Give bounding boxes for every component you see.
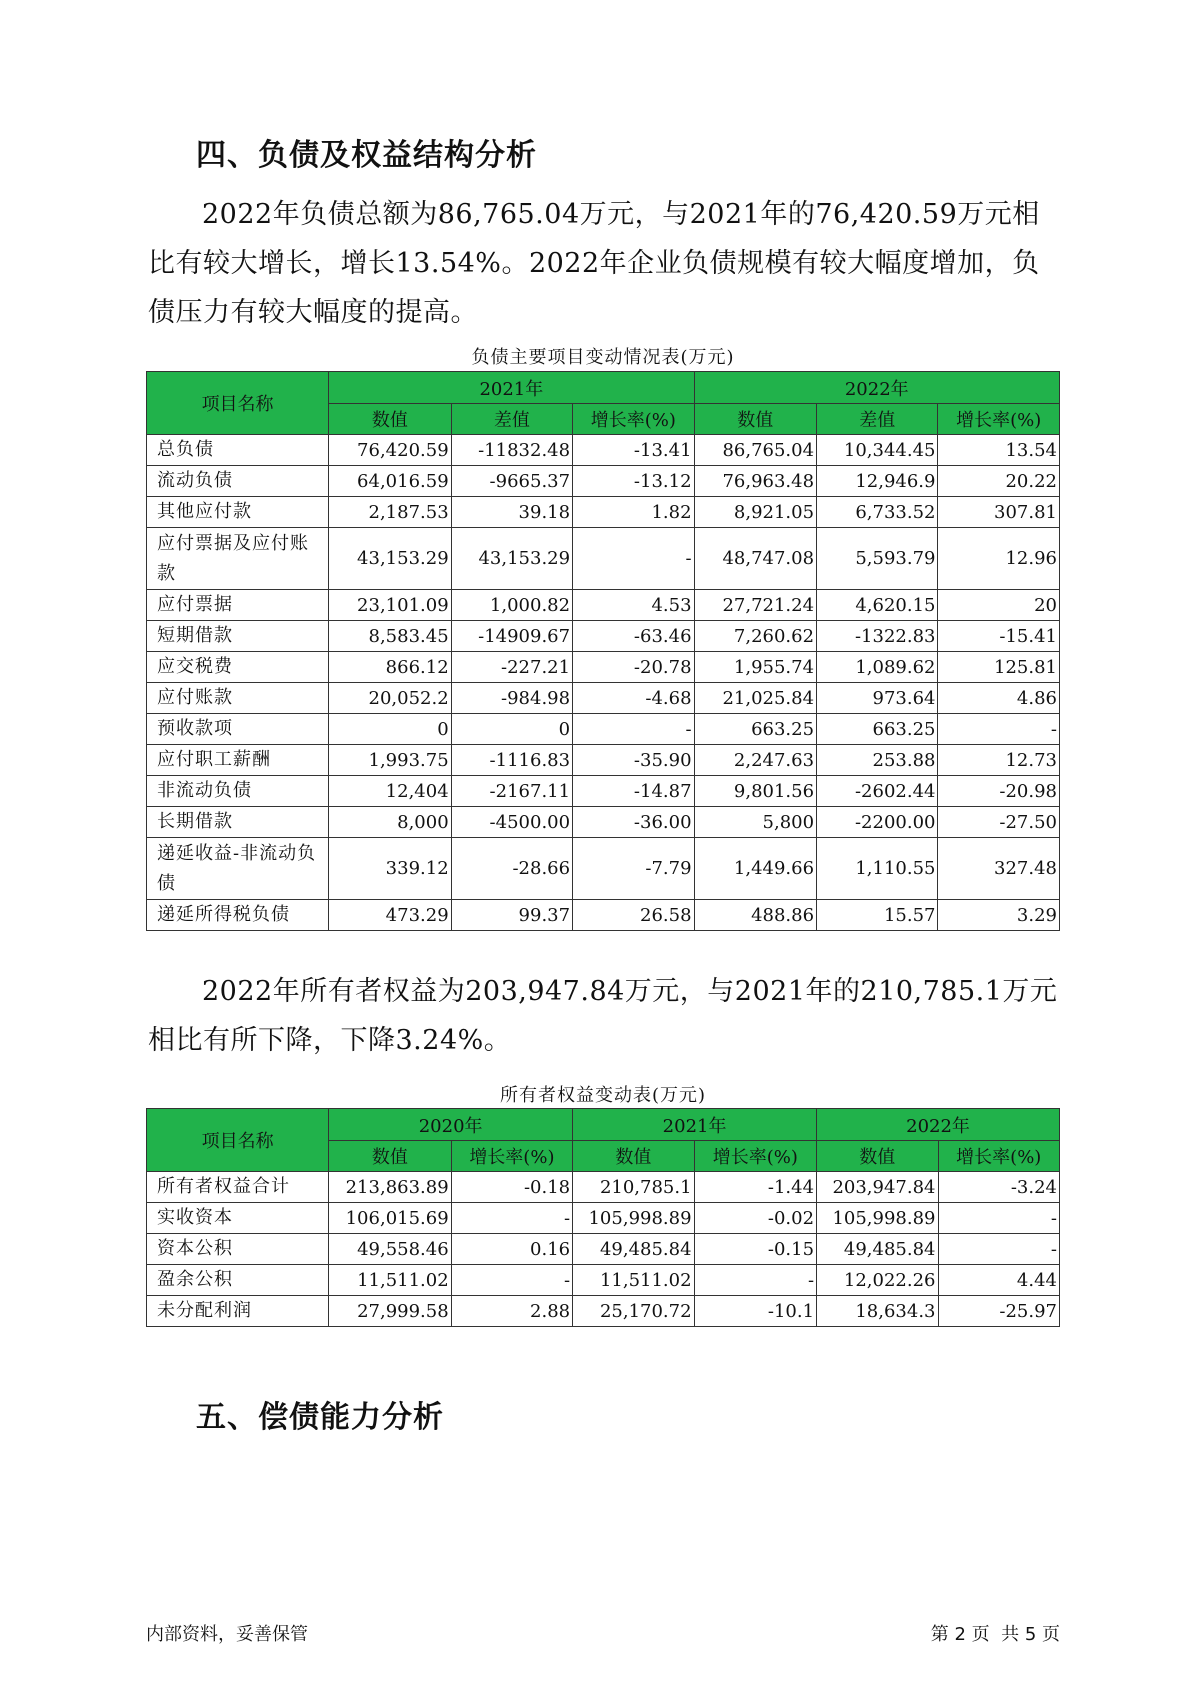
table-cell: 5,800	[694, 807, 817, 838]
table-cell: 27,721.24	[694, 590, 817, 621]
table-cell: -	[451, 1265, 572, 1296]
table-cell: -2200.00	[817, 807, 938, 838]
table-cell: -14.87	[573, 776, 694, 807]
table-cell: -227.21	[451, 652, 572, 683]
table1-year-header: 2021年	[329, 372, 694, 404]
equity-table	[146, 1108, 1060, 1327]
table-cell: 973.64	[817, 683, 938, 714]
table-cell: 99.37	[451, 900, 572, 931]
row-label: 预收款项	[147, 714, 329, 745]
row-label: 实收资本	[147, 1203, 329, 1234]
table-row	[147, 745, 1060, 776]
table-cell: 26.58	[573, 900, 694, 931]
row-label: 总负债	[147, 435, 329, 466]
table1-sub-header: 差值	[451, 404, 572, 435]
table-cell: -25.97	[938, 1296, 1060, 1327]
table-row	[147, 1265, 1060, 1296]
table-row	[147, 1172, 1060, 1203]
table-cell: 12,404	[329, 776, 452, 807]
table-cell: 4,620.15	[817, 590, 938, 621]
table-cell: -28.66	[451, 838, 572, 900]
table-cell: -	[938, 1203, 1060, 1234]
table-cell: 125.81	[938, 652, 1060, 683]
table-cell: 203,947.84	[817, 1172, 938, 1203]
table-cell: -13.12	[573, 466, 694, 497]
table-cell: 12.73	[938, 745, 1060, 776]
table-row	[147, 776, 1060, 807]
table-cell: -3.24	[938, 1172, 1060, 1203]
table-cell: -0.02	[694, 1203, 817, 1234]
table-row	[147, 714, 1060, 745]
table-cell: 21,025.84	[694, 683, 817, 714]
table1-caption: 负债主要项目变动情况表(万元)	[471, 347, 735, 368]
table-cell: 106,015.69	[329, 1203, 452, 1234]
table2-year-header: 2022年	[817, 1109, 1060, 1141]
table-cell: -13.41	[573, 435, 694, 466]
table-row	[147, 838, 1060, 900]
row-label: 递延收益-非流动负债	[147, 838, 329, 900]
table1-year-header: 2022年	[694, 372, 1059, 404]
table-cell: -0.18	[451, 1172, 572, 1203]
table-cell: -7.79	[573, 838, 694, 900]
table-cell: 213,863.89	[329, 1172, 452, 1203]
table2-year-header: 2021年	[573, 1109, 817, 1141]
table-cell: 1.82	[573, 497, 694, 528]
table-row	[147, 900, 1060, 931]
table-cell: 4.53	[573, 590, 694, 621]
table-cell: -2167.11	[451, 776, 572, 807]
section-title-4: 四、负债及权益结构分析	[196, 138, 537, 173]
table-cell: 15.57	[817, 900, 938, 931]
table-row	[147, 652, 1060, 683]
table-row	[147, 528, 1060, 590]
table1-sub-header: 数值	[329, 404, 452, 435]
table2-sub-header: 增长率(%)	[938, 1141, 1060, 1172]
table-cell: 1,000.82	[451, 590, 572, 621]
table-cell: 1,089.62	[817, 652, 938, 683]
table-cell: 12.96	[938, 528, 1060, 590]
table2-sub-header: 数值	[573, 1141, 694, 1172]
table2-sub-header: 数值	[817, 1141, 938, 1172]
table-cell: 76,420.59	[329, 435, 452, 466]
table1-sub-header: 差值	[817, 404, 938, 435]
table-cell: 9,801.56	[694, 776, 817, 807]
table-cell: 25,170.72	[573, 1296, 694, 1327]
table-cell: -	[573, 714, 694, 745]
table-cell: 2.88	[451, 1296, 572, 1327]
table-cell: 10,344.45	[817, 435, 938, 466]
table-cell: -	[573, 528, 694, 590]
table-cell: 49,485.84	[573, 1234, 694, 1265]
table-cell: -	[938, 1234, 1060, 1265]
table2-sub-header: 增长率(%)	[451, 1141, 572, 1172]
row-label: 所有者权益合计	[147, 1172, 329, 1203]
footer-page-number: 第 2 页 共 5 页	[930, 1624, 1060, 1645]
table-row	[147, 497, 1060, 528]
table-row	[147, 683, 1060, 714]
row-label: 非流动负债	[147, 776, 329, 807]
table-cell: -63.46	[573, 621, 694, 652]
table-cell: -1322.83	[817, 621, 938, 652]
table-cell: -0.15	[694, 1234, 817, 1265]
row-label: 未分配利润	[147, 1296, 329, 1327]
table-cell: 20	[938, 590, 1060, 621]
table-cell: -11832.48	[451, 435, 572, 466]
table-cell: -36.00	[573, 807, 694, 838]
table-cell: -15.41	[938, 621, 1060, 652]
table-cell: 8,000	[329, 807, 452, 838]
table-cell: 2,247.63	[694, 745, 817, 776]
table-cell: -1116.83	[451, 745, 572, 776]
table2-sub-header: 数值	[329, 1141, 452, 1172]
table-cell: -4.68	[573, 683, 694, 714]
row-label: 盈余公积	[147, 1265, 329, 1296]
row-label: 应交税费	[147, 652, 329, 683]
row-label: 应付职工薪酬	[147, 745, 329, 776]
table-row	[147, 1296, 1060, 1327]
table-cell: -4500.00	[451, 807, 572, 838]
table-cell: 4.44	[938, 1265, 1060, 1296]
table-cell: 49,558.46	[329, 1234, 452, 1265]
table2-year-header: 2020年	[329, 1109, 573, 1141]
table1-name-header: 项目名称	[147, 372, 329, 435]
table-cell: -20.98	[938, 776, 1060, 807]
table-row	[147, 807, 1060, 838]
table-cell: 105,998.89	[573, 1203, 694, 1234]
table-cell: -20.78	[573, 652, 694, 683]
table-cell: 253.88	[817, 745, 938, 776]
table-cell: -	[694, 1265, 817, 1296]
table-cell: 339.12	[329, 838, 452, 900]
table-cell: 7,260.62	[694, 621, 817, 652]
table-cell: 20.22	[938, 466, 1060, 497]
row-label: 应付票据	[147, 590, 329, 621]
table-cell: 20,052.2	[329, 683, 452, 714]
table-cell: 12,022.26	[817, 1265, 938, 1296]
table2-name-header: 项目名称	[147, 1109, 329, 1172]
table-cell: 0.16	[451, 1234, 572, 1265]
table-cell: 1,993.75	[329, 745, 452, 776]
table-cell: 12,946.9	[817, 466, 938, 497]
table1-sub-header: 数值	[694, 404, 817, 435]
table-cell: 43,153.29	[329, 528, 452, 590]
section-title-5: 五、偿债能力分析	[196, 1400, 444, 1435]
table2-caption: 所有者权益变动表(万元)	[499, 1085, 707, 1106]
table-cell: 0	[329, 714, 452, 745]
table-cell: 866.12	[329, 652, 452, 683]
table-cell: 76,963.48	[694, 466, 817, 497]
table-row	[147, 621, 1060, 652]
table-cell: -14909.67	[451, 621, 572, 652]
table-cell: -35.90	[573, 745, 694, 776]
table-cell: -	[938, 714, 1060, 745]
table1-sub-header: 增长率(%)	[573, 404, 694, 435]
row-label: 长期借款	[147, 807, 329, 838]
table-cell: 663.25	[694, 714, 817, 745]
table-cell: 1,955.74	[694, 652, 817, 683]
table-cell: 473.29	[329, 900, 452, 931]
table1-sub-header: 增长率(%)	[938, 404, 1060, 435]
table-cell: 11,511.02	[573, 1265, 694, 1296]
table-cell: 1,449.66	[694, 838, 817, 900]
footer-confidential: 内部资料，妥善保管	[146, 1624, 308, 1645]
table-cell: 8,921.05	[694, 497, 817, 528]
table-cell: 307.81	[938, 497, 1060, 528]
table-cell: -1.44	[694, 1172, 817, 1203]
table-cell: 48,747.08	[694, 528, 817, 590]
table-cell: -	[451, 1203, 572, 1234]
table-cell: 64,016.59	[329, 466, 452, 497]
table2-sub-header: 增长率(%)	[694, 1141, 817, 1172]
table-row	[147, 590, 1060, 621]
table-row	[147, 466, 1060, 497]
table-cell: 18,634.3	[817, 1296, 938, 1327]
table-cell: 210,785.1	[573, 1172, 694, 1203]
table-cell: 43,153.29	[451, 528, 572, 590]
table-cell: 86,765.04	[694, 435, 817, 466]
row-label: 短期借款	[147, 621, 329, 652]
table-cell: 49,485.84	[817, 1234, 938, 1265]
table-cell: 6,733.52	[817, 497, 938, 528]
table-cell: 39.18	[451, 497, 572, 528]
row-label: 其他应付款	[147, 497, 329, 528]
table-row	[147, 1203, 1060, 1234]
table-cell: -10.1	[694, 1296, 817, 1327]
table-cell: 8,583.45	[329, 621, 452, 652]
table-cell: 327.48	[938, 838, 1060, 900]
liabilities-paragraph: 2022年负债总额为86,765.04万元，与2021年的76,420.59万元相比有较大增长，增长13.54%。2022年企业负债规模有较大幅度增加，负债压力有较大幅度的提高。	[148, 199, 1040, 328]
table-row	[147, 1234, 1060, 1265]
table-cell: 488.86	[694, 900, 817, 931]
table-row	[147, 435, 1060, 466]
table-cell: 11,511.02	[329, 1265, 452, 1296]
table-cell: 3.29	[938, 900, 1060, 931]
table-cell: 13.54	[938, 435, 1060, 466]
table-cell: 0	[451, 714, 572, 745]
table-cell: 5,593.79	[817, 528, 938, 590]
row-label: 递延所得税负债	[147, 900, 329, 931]
table-cell: 23,101.09	[329, 590, 452, 621]
table-cell: 663.25	[817, 714, 938, 745]
table-cell: -984.98	[451, 683, 572, 714]
liabilities-table	[146, 371, 1060, 931]
table-cell: 27,999.58	[329, 1296, 452, 1327]
row-label: 应付票据及应付账款	[147, 528, 329, 590]
table-cell: -2602.44	[817, 776, 938, 807]
row-label: 应付账款	[147, 683, 329, 714]
row-label: 资本公积	[147, 1234, 329, 1265]
equity-paragraph: 2022年所有者权益为203,947.84万元，与2021年的210,785.1万元相比有所下降，下降3.24%。	[148, 976, 1058, 1056]
table-cell: 1,110.55	[817, 838, 938, 900]
table-cell: -9665.37	[451, 466, 572, 497]
table-cell: 4.86	[938, 683, 1060, 714]
table-cell: 2,187.53	[329, 497, 452, 528]
table-cell: -27.50	[938, 807, 1060, 838]
row-label: 流动负债	[147, 466, 329, 497]
table-cell: 105,998.89	[817, 1203, 938, 1234]
